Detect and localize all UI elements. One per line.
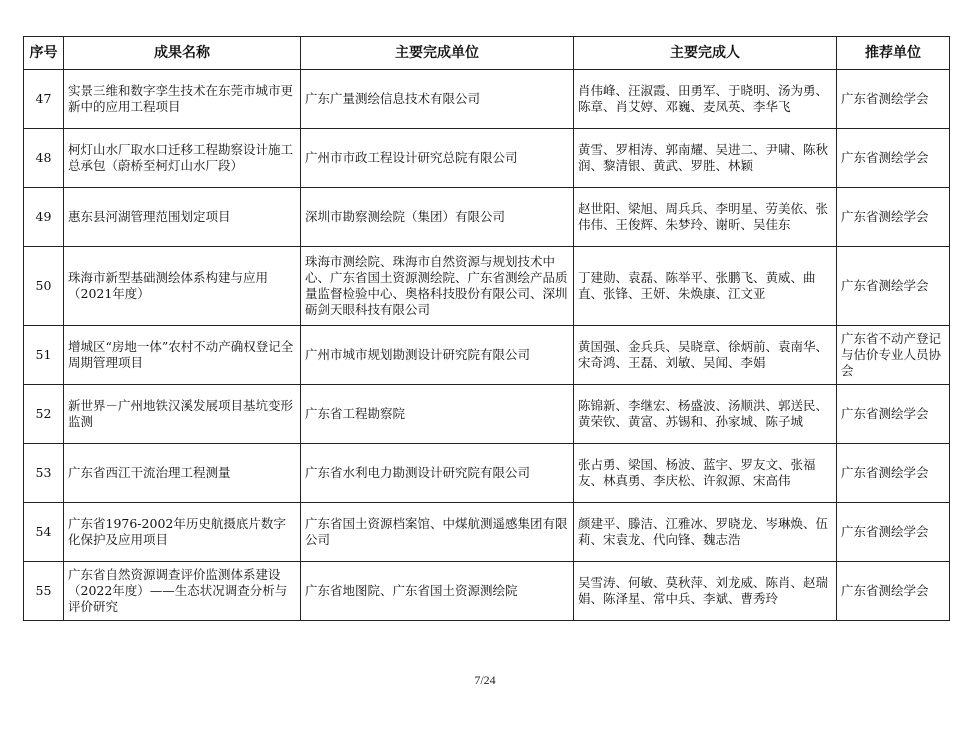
completing-unit: 广东省地图院、广东省国土资源测绘院	[301, 562, 574, 621]
table-row	[24, 562, 950, 621]
header-row	[24, 37, 950, 70]
recommender: 广东省测绘学会	[837, 503, 950, 562]
completing-unit: 深圳市勘察测绘院（集团）有限公司	[301, 188, 574, 247]
project-name: 实景三维和数字孪生技术在东莞市城市更新中的应用工程项目	[64, 70, 301, 129]
recommender: 广东省测绘学会	[837, 188, 950, 247]
completing-unit: 广州市市政工程设计研究总院有限公司	[301, 129, 574, 188]
table-row	[24, 188, 950, 247]
row-number: 50	[24, 247, 64, 326]
completing-people: 赵世阳、梁旭、周兵兵、李明星、劳美依、张伟伟、王俊辉、朱梦玲、谢昕、吴佳东	[574, 188, 837, 247]
row-number: 53	[24, 444, 64, 503]
project-name: 广东省自然资源调查评价监测体系建设（2022年度）——生态状况调查分析与评价研究	[64, 562, 301, 621]
project-name: 珠海市新型基础测绘体系构建与应用（2021年度）	[64, 247, 301, 326]
table-row	[24, 503, 950, 562]
recommender: 广东省不动产登记与估价专业人员协会	[837, 326, 950, 385]
table-row	[24, 70, 950, 129]
completing-people: 黄雪、罗相涛、郭南耀、吴进二、尹啸、陈秋润、黎清银、黄武、罗胜、林颖	[574, 129, 837, 188]
row-number: 55	[24, 562, 64, 621]
completing-people: 黄国强、金兵兵、吴晓章、徐炳前、袁南华、宋奇鸿、王磊、刘敏、吴闻、李娟	[574, 326, 837, 385]
row-number: 49	[24, 188, 64, 247]
completing-unit: 广东省工程勘察院	[301, 385, 574, 444]
results-table	[23, 36, 950, 621]
completing-people: 丁建勋、袁磊、陈举平、张鹏飞、黄威、曲直、张锋、王妍、朱焕康、江文亚	[574, 247, 837, 326]
recommender: 广东省测绘学会	[837, 444, 950, 503]
project-name: 广东省西江干流治理工程测量	[64, 444, 301, 503]
header-unit: 主要完成单位	[301, 37, 574, 70]
table-row	[24, 385, 950, 444]
row-number: 47	[24, 70, 64, 129]
completing-unit: 广东省水利电力勘测设计研究院有限公司	[301, 444, 574, 503]
header-recommender: 推荐单位	[837, 37, 950, 70]
completing-unit: 广东广量测绘信息技术有限公司	[301, 70, 574, 129]
project-name: 惠东县河湖管理范围划定项目	[64, 188, 301, 247]
header-name: 成果名称	[64, 37, 301, 70]
completing-unit: 广州市城市规划勘测设计研究院有限公司	[301, 326, 574, 385]
header-no: 序号	[24, 37, 64, 70]
table-row	[24, 247, 950, 326]
completing-people: 张占勇、梁国、杨波、蓝宇、罗友文、张福友、林真勇、李庆松、许叙源、宋高伟	[574, 444, 837, 503]
project-name: 广东省1976-2002年历史航摄底片数字化保护及应用项目	[64, 503, 301, 562]
completing-people: 吴雪涛、何敏、莫秋萍、刘龙威、陈肖、赵瑞娟、陈泽星、常中兵、李斌、曹秀玲	[574, 562, 837, 621]
completing-people: 颜建平、滕洁、江雅冰、罗晓龙、岑琳焕、伍莉、宋袁龙、代向锋、魏志浩	[574, 503, 837, 562]
completing-unit: 珠海市测绘院、珠海市自然资源与规划技术中心、广东省国土资源测绘院、广东省测绘产品质量监督检验中心、奥格科技股份有限公司、深圳砺剑天眼科技有限公司	[301, 247, 574, 326]
completing-unit: 广东省国土资源档案馆、中煤航测遥感集团有限公司	[301, 503, 574, 562]
header-people: 主要完成人	[574, 37, 837, 70]
table-row	[24, 444, 950, 503]
row-number: 52	[24, 385, 64, 444]
recommender: 广东省测绘学会	[837, 247, 950, 326]
table-row	[24, 129, 950, 188]
completing-people: 肖伟峰、汪淑霞、田勇军、于晓明、汤为勇、陈章、肖艾婷、邓巍、麦凤英、李华飞	[574, 70, 837, 129]
project-name: 柯灯山水厂取水口迁移工程勘察设计施工总承包（蔚桥至柯灯山水厂段）	[64, 129, 301, 188]
project-name: 增城区“房地一体”农村不动产确权登记全周期管理项目	[64, 326, 301, 385]
row-number: 54	[24, 503, 64, 562]
project-name: 新世界－广州地铁汉溪发展项目基坑变形监测	[64, 385, 301, 444]
table-row	[24, 326, 950, 385]
recommender: 广东省测绘学会	[837, 129, 950, 188]
row-number: 51	[24, 326, 64, 385]
recommender: 广东省测绘学会	[837, 70, 950, 129]
recommender: 广东省测绘学会	[837, 562, 950, 621]
recommender: 广东省测绘学会	[837, 385, 950, 444]
completing-people: 陈锦新、李继宏、杨盛波、汤顺洪、郭送民、黄荣钦、黄富、苏锡和、孙家城、陈子城	[574, 385, 837, 444]
page-number: 7/24	[474, 673, 496, 687]
row-number: 48	[24, 129, 64, 188]
